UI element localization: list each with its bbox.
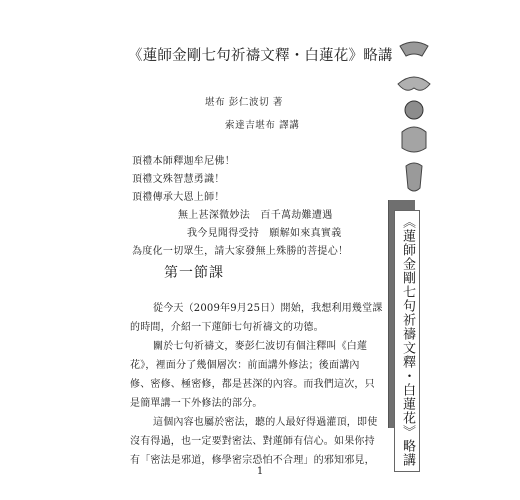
- body-line-5: 修、密修、極密修，都是甚深的內容。而我們這次，只: [130, 379, 375, 390]
- body-line-8: 沒有得過，也一定要對密法、對蓮師有信心。如果你持: [130, 436, 375, 447]
- page-number: 1: [256, 466, 264, 477]
- body-line-2: 的時間，介紹一下蓮師七句祈禱文的功德。: [130, 322, 324, 333]
- verse-line-1: 無上甚深微妙法 百千萬劫難遭遇: [178, 210, 333, 221]
- prayer-line-2: 頂禮文殊智慧勇識！: [132, 174, 225, 185]
- page-title: 《蓮師金剛七句祈禱文釋・白蓮花》略講: [128, 48, 393, 64]
- author-credit: 堪布 彭仁波切 著: [205, 97, 283, 108]
- prayer-line-1: 頂禮本師釋迦牟尼佛！: [132, 156, 235, 167]
- prayer-line-3: 頂禮傳承大恩上師！: [132, 192, 225, 203]
- body-line-3: 關於七句祈禱文，麥彭仁波切有個注釋叫《白蓮: [153, 341, 368, 352]
- ornament-icon: [400, 42, 428, 56]
- ornament-decoration: [392, 36, 436, 196]
- body-line-7: 這個內容也屬於密法，聽的人最好得過灌頂，即使: [153, 417, 378, 428]
- body-line-9: 有「密法是邪道，修學密宗恐怕不合理」的邪知邪見，: [130, 455, 375, 466]
- section-title: 第一節課: [164, 265, 224, 281]
- body-line-1: 從今天（2009年9月25日）開始，我想利用幾堂課: [153, 303, 383, 314]
- translator-credit: 索達吉堪布 譯講: [225, 120, 300, 131]
- body-line-6: 是簡單講一下外修法的部分。: [130, 398, 263, 409]
- verse-line-2: 我今見聞得受持 願解如來真實義: [187, 228, 342, 239]
- body-line-4: 花》，裡面分了幾個層次：前面講外修法；後面講內: [130, 360, 360, 371]
- bodhicitta-line: 為度化一切眾生，請大家發無上殊勝的菩提心！: [132, 246, 349, 257]
- side-tab-title: 《蓮師金剛七句祈禱文釋・白蓮花》略講: [394, 210, 420, 472]
